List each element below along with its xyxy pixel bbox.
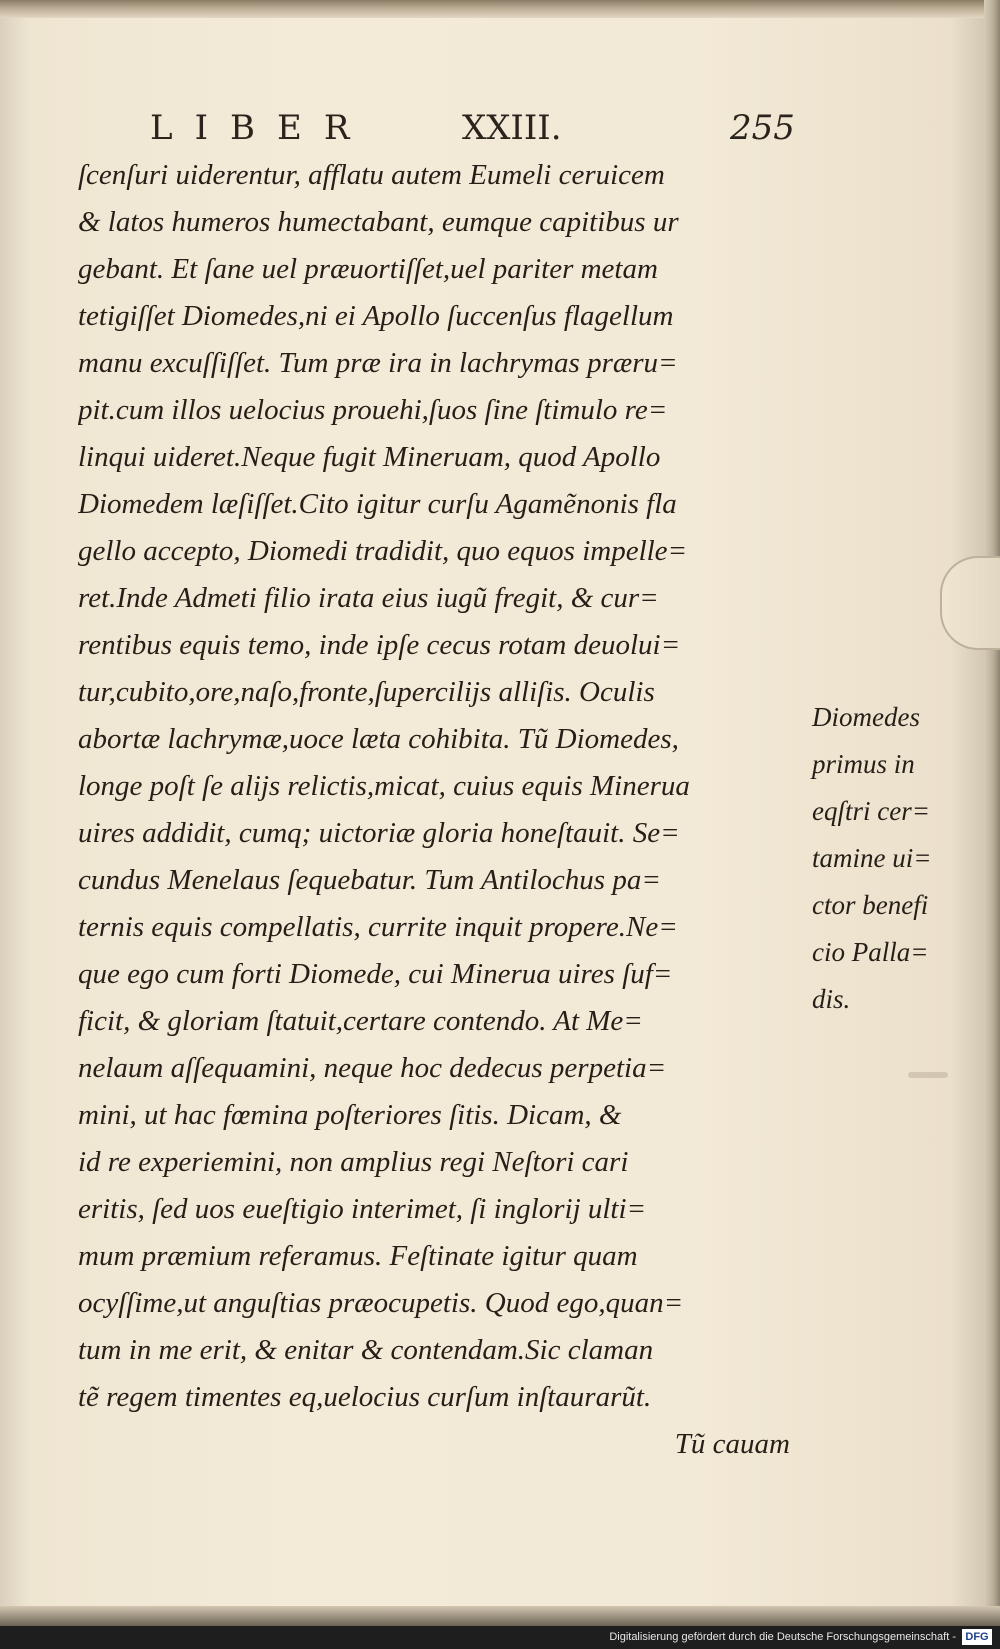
- text-line: gebant. Et ſane uel præuortiſſet,uel pariter metam: [78, 253, 658, 285]
- margin-line: dis.: [812, 984, 851, 1014]
- text-line: mum præmium referamus. Feſtinate igitur quam: [78, 1240, 638, 1272]
- text-line: id re experiemini, non amplius regi Neſtori cari: [78, 1146, 629, 1178]
- text-line: ternis equis compellatis, currite inquit propere.Ne=: [78, 911, 678, 943]
- page-bottom-edge: [0, 1606, 1000, 1626]
- text-line: abortæ lachrymæ,uoce læta cohibita. Tũ Diomedes,: [78, 723, 679, 755]
- text-line: rentibus equis temo, inde ipſe cecus rotam deuolui=: [78, 629, 681, 661]
- text-line: que ego cum forti Diomede, cui Minerua uires ſuf=: [78, 958, 673, 990]
- text-line: linqui uideret.Neque fugit Mineruam, quod Apollo: [78, 441, 661, 473]
- running-head-book: LIBER: [150, 108, 372, 148]
- text-line: longe poſt ſe alijs relictis,micat, cuius equis Minerua: [78, 770, 690, 802]
- margin-line: primus in: [812, 749, 915, 779]
- text-line: nelaum aſſequamini, neque hoc dedecus perpetia=: [78, 1052, 667, 1084]
- digitization-credit: Digitalisierung gefördert durch die Deutsche Forschungsgemeinschaft -: [609, 1631, 956, 1643]
- margin-line: tamine ui=: [812, 843, 932, 873]
- text-line: tur,cubito,ore,naſo,fronte,ſupercilijs alliſis. Oculis: [78, 676, 655, 708]
- body-text: [78, 152, 790, 1468]
- dfg-logo: DFG: [962, 1629, 992, 1645]
- text-line: manu excuſſiſſet. Tum præ ira in lachrymas præru=: [78, 347, 678, 379]
- page-top-edge: [0, 0, 1000, 18]
- thumb-index-tab: [940, 556, 1000, 650]
- text-line: tẽ regem timentes eq,uelocius curſum inſtaurarũt.: [78, 1381, 652, 1413]
- text-line: & latos humeros humectabant, eumque capitibus ur: [78, 206, 679, 238]
- marginal-note: [812, 694, 962, 1023]
- text-line: ſcenſuri uiderentur, afflatu autem Eumeli ceruicem: [78, 159, 665, 191]
- page-number: 255: [730, 108, 795, 148]
- text-line: cundus Menelaus ſequebatur. Tum Antilochus pa=: [78, 864, 661, 896]
- text-line: Diomedem læſiſſet.Cito igitur curſu Agamẽnonis fla: [78, 488, 677, 520]
- text-line: tum in me erit, & enitar & contendam.Sic claman: [78, 1334, 654, 1366]
- text-line: uires addidit, cumq; uictoriæ gloria honeſtauit. Se=: [78, 817, 680, 849]
- book-fore-edge: [984, 0, 1000, 1620]
- margin-line: Diomedes: [812, 702, 920, 732]
- text-line: ret.Inde Admeti filio irata eius iugũ fregit, & cur=: [78, 582, 659, 614]
- text-line: eritis, ſed uos eueſtigio interimet, ſi inglorij ulti=: [78, 1193, 647, 1225]
- text-line: ficit, & gloriam ſtatuit,certare contendo. At Me=: [78, 1005, 643, 1037]
- catchword: Tũ cauam: [674, 1428, 790, 1460]
- margin-line: cio Palla=: [812, 937, 929, 967]
- text-line: tetigiſſet Diomedes,ni ei Apollo ſuccenſus flagellum: [78, 300, 674, 332]
- paper-stain: [908, 1072, 948, 1078]
- text-line: ocyſſime,ut anguſtias præocupetis. Quod ego,quan=: [78, 1287, 684, 1319]
- text-line: pit.cum illos uelocius prouehi,ſuos ſine ſtimulo re=: [78, 394, 668, 426]
- margin-line: eqſtri cer=: [812, 796, 930, 826]
- text-line: mini, ut hac fœmina poſteriores ſitis. Dicam, &: [78, 1099, 622, 1131]
- running-head-number: XXIII.: [462, 108, 562, 148]
- margin-line: ctor benefi: [812, 890, 929, 920]
- text-line: gello accepto, Diomedi tradidit, quo equos impelle=: [78, 535, 688, 567]
